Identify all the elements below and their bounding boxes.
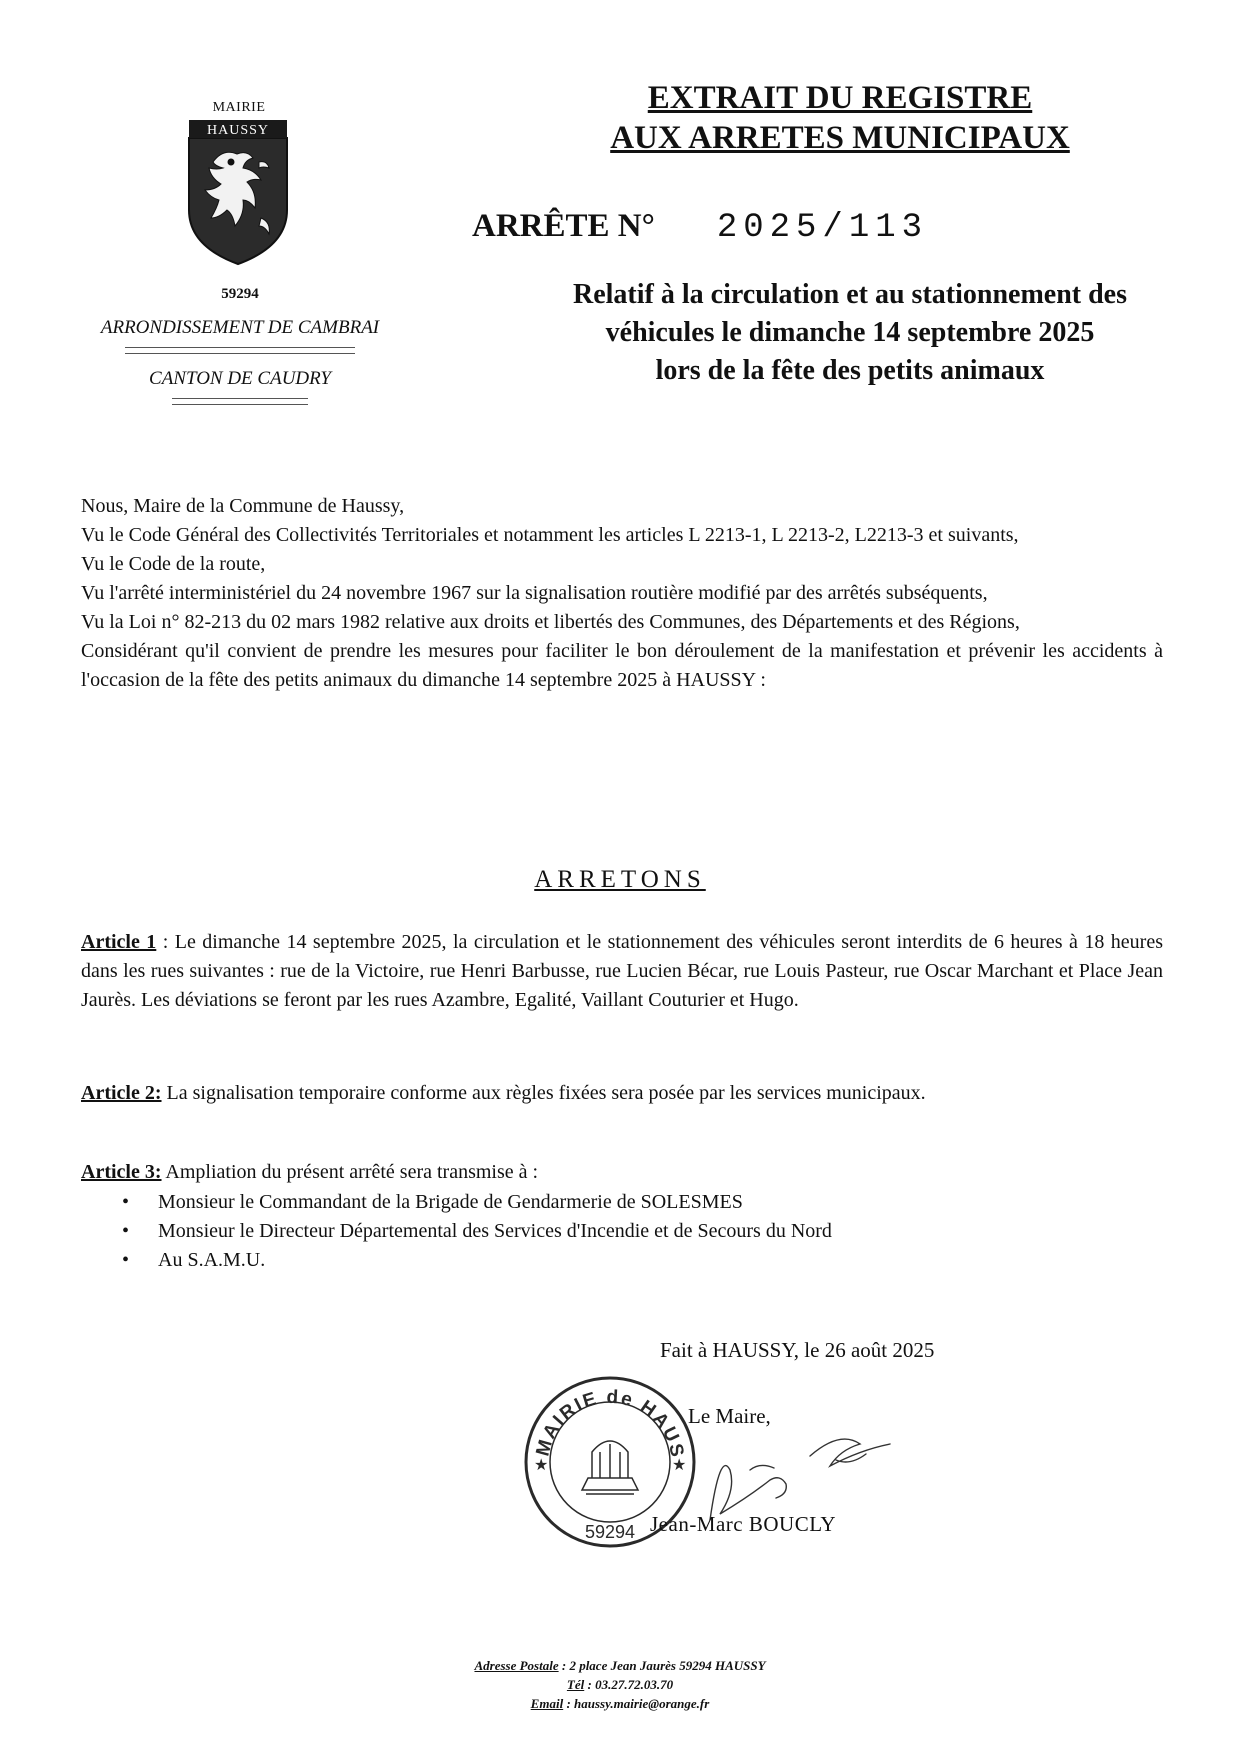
register-title-line2: AUX ARRETES MUNICIPAUX (610, 120, 1070, 156)
arrondissement-label: ARRONDISSEMENT DE CAMBRAI (100, 317, 380, 338)
canton-label: CANTON DE CAUDRY (149, 368, 331, 389)
preamble-line: Vu le Code Général des Collectivités Territoriales et notamment les articles L 2213-1, L 2213-2, L2213-3 et suivants, (81, 524, 1019, 546)
mayor-name: Jean-Marc BOUCLY (650, 1512, 837, 1536)
article-title: Article 2: (81, 1082, 162, 1104)
arrete-number-line (472, 208, 928, 247)
footer-phone (0, 1675, 1240, 1694)
svg-text:★: ★ (534, 1457, 549, 1474)
article-text: Le dimanche 14 septembre 2025, la circulation et le stationnement des véhicules seront interdits de 6 heures à 18 heures dans les rues suivantes : rue de la Victoire, rue Henri Barbusse, rue Lucien Bécar, rue Louis Pasteur, rue Oscar Marchant et Place Jean Jaurès. Les déviations se feront par les rues Azambre, Egalité, Vaillant Couturier et Hugo. (81, 931, 1163, 1011)
preamble-line: Nous, Maire de la Commune de Haussy, (81, 495, 405, 517)
article-separator: : (156, 931, 175, 953)
commune-header (70, 100, 410, 405)
register-title-line1: EXTRAIT DU REGISTRE (647, 80, 1033, 116)
preamble (81, 492, 1163, 695)
place-date: Fait à HAUSSY, le 26 août 2025 (660, 1338, 935, 1362)
footer-address-value: : 2 place Jean Jaurès 59294 HAUSSY (558, 1658, 766, 1673)
subject-line2: véhicules le dimanche 14 septembre 2025 (605, 317, 1095, 348)
footer-email-value: : haussy.mairie@orange.fr (563, 1696, 710, 1711)
preamble-line: Vu la Loi n° 82-213 du 02 mars 1982 relative aux droits et libertés des Communes, des Départements et des Régions, (81, 611, 1020, 633)
arrete-number: 2025/113 (716, 209, 929, 247)
article-title: Article 3: (81, 1161, 162, 1183)
register-title (560, 78, 1120, 158)
list-item: • Monsieur le Directeur Départemental des Services d'Incendie et de Secours du Nord (122, 1217, 832, 1246)
crest-banner-text: HAUSSY (206, 123, 270, 138)
article-2 (81, 1079, 1163, 1108)
subject-line1: Relatif à la circulation et au stationnement des (573, 279, 1127, 310)
footer-address-label: Adresse Postale (474, 1658, 559, 1673)
list-item: • Au S.A.M.U. (122, 1246, 832, 1275)
preamble-line: Vu le Code de la route, (81, 553, 266, 575)
postcode: 59294 (221, 286, 259, 302)
mairie-label: MAIRIE (212, 100, 266, 115)
haussy-crest-icon (183, 118, 293, 268)
footer-email-label: Email (530, 1696, 564, 1711)
article-3 (81, 1158, 1163, 1187)
svg-text:★: ★ (672, 1457, 687, 1474)
list-item: • Monsieur le Commandant de la Brigade de Gendarmerie de SOLESMES (122, 1188, 832, 1217)
arretons-heading: ARRETONS (534, 866, 706, 893)
article-1 (81, 928, 1163, 1015)
article-text: La signalisation temporaire conforme aux règles fixées sera posée par les services municipaux. (166, 1082, 926, 1104)
subject-line3: lors de la fête des petits animaux (655, 355, 1045, 386)
svg-text:MAIRIE de HAUSSY (520, 1370, 688, 1460)
mayor-role: Le Maire, (688, 1404, 771, 1428)
stamp-postcode: 59294 (584, 1522, 636, 1542)
footer-email (0, 1694, 1240, 1713)
footer-contact (0, 1656, 1240, 1713)
footer-phone-value: : 03.27.72.03.70 (584, 1677, 674, 1692)
article-text: Ampliation du présent arrêté sera transmise à : (165, 1161, 539, 1183)
arrete-subject (500, 276, 1200, 390)
preamble-line: Vu l'arrêté interministériel du 24 novembre 1967 sur la signalisation routière modifié par des arrêtés subséquents, (81, 582, 988, 604)
stamp-text: MAIRIE de HAUS (532, 1386, 688, 1461)
recipients-list (122, 1188, 832, 1275)
footer-phone-label: Tél (566, 1677, 585, 1692)
article-title: Article 1 (81, 931, 157, 953)
arrete-label: ARRÊTE N° (472, 208, 655, 244)
divider (125, 347, 355, 354)
preamble-line: Considérant qu'il convient de prendre les mesures pour faciliter le bon déroulement de la manifestation et prévenir les accidents à l'occasion de la fête des petits animaux du dimanche 14 septembre 2025 à HAUSSY : (81, 640, 1163, 691)
footer-address (0, 1656, 1240, 1675)
divider (172, 398, 308, 405)
